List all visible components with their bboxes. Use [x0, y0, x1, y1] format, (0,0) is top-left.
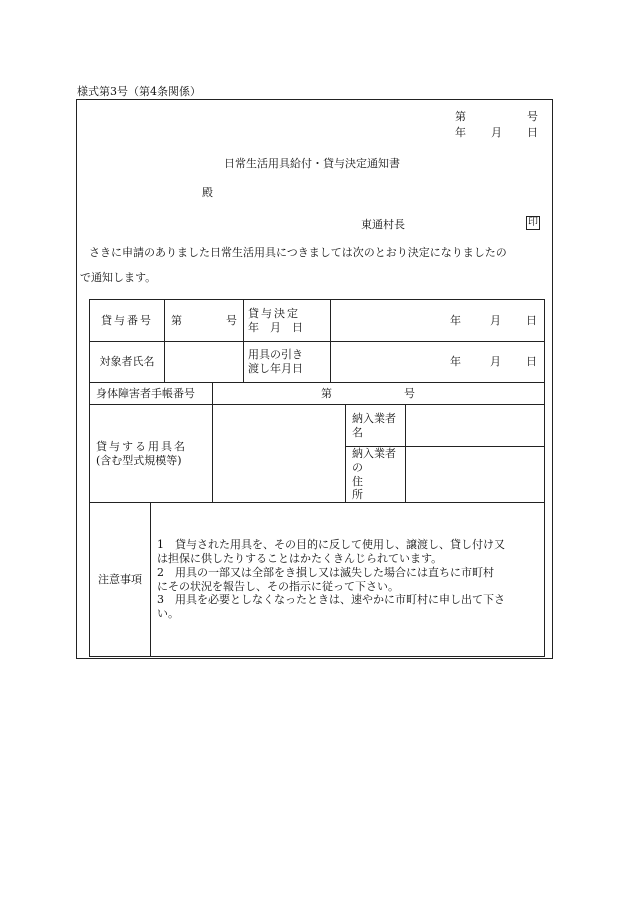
row-equipment-vendor-name [90, 405, 545, 447]
equipment-value [213, 405, 346, 503]
vendor-address-label-line-1: 納入業者の [352, 447, 396, 474]
seal-mark: 印 [528, 217, 538, 228]
delivery-day: 日 [526, 355, 537, 369]
delivery-date-label-line-1: 用具の引き [248, 348, 303, 362]
equipment-label-line-2: (含む型式規模等) [96, 453, 182, 467]
equipment-label [90, 405, 213, 503]
loan-number-cell [165, 300, 244, 342]
loan-number-suffix: 号 [226, 313, 237, 327]
loan-number-prefix: 第 [171, 313, 182, 327]
date-day: 日 [527, 126, 538, 139]
loan-decision-date [331, 300, 545, 342]
loan-month: 月 [490, 313, 501, 327]
loan-decision-label [244, 300, 331, 342]
note-line: は担保に供したりすることはかたくきんじられています。 [157, 552, 443, 565]
note-line: 1 貸与された用具を、その目的に反して使用し、譲渡し、貸し付け又 [157, 538, 505, 552]
loan-year: 年 [450, 313, 461, 327]
row-loan-number [90, 300, 545, 342]
decision-table [89, 299, 545, 657]
delivery-month: 月 [490, 355, 501, 369]
loan-decision-label-line-1: 貸与決定 [248, 306, 300, 320]
document-title: 日常生活用具給付・貸与決定通知書 [224, 157, 400, 170]
delivery-date-label-line-2: 渡し年月日 [248, 362, 303, 375]
equipment-label-line-1: 貸与する用具名 [96, 439, 187, 453]
handbook-label: 身体障害者手帳番号 [90, 383, 213, 405]
loan-decision-label-line-2: 年 月 日 [248, 320, 303, 334]
handbook-number-cell [213, 383, 545, 405]
addressee-suffix: 殿 [202, 186, 213, 199]
note-line: にその状況を報告し、その指示に従って下さい。 [157, 579, 399, 593]
date-month: 月 [491, 126, 502, 139]
body-text-line-2: で通知します。 [80, 271, 157, 284]
number-suffix: 号 [527, 110, 538, 123]
row-subject-name [90, 342, 545, 383]
note-line: 2 用具の一部又は全部をき損し又は滅失した場合には直ちに市町村 [157, 565, 494, 579]
subject-name-label: 対象者氏名 [90, 342, 165, 383]
handbook-suffix: 号 [404, 386, 415, 400]
issuer-name: 東通村長 [361, 218, 405, 231]
note-line: い。 [157, 607, 179, 620]
vendor-address-label [346, 447, 406, 503]
vendor-name-value [406, 405, 545, 447]
loan-day: 日 [526, 313, 537, 327]
date-year: 年 [455, 126, 466, 139]
row-handbook-number [90, 383, 545, 405]
vendor-address-value [406, 447, 545, 503]
subject-name-value [165, 342, 244, 383]
loan-number-label: 貸与番号 [90, 300, 165, 342]
form-label: 様式第3号（第4条関係） [77, 85, 201, 98]
row-notes [90, 503, 545, 657]
delivery-date-label [244, 342, 331, 383]
note-line: 3 用具を必要としなくなったときは、速やかに市町村に申し出て下さ [157, 593, 505, 607]
notes-content [151, 503, 545, 657]
notes-label: 注意事項 [90, 503, 151, 657]
vendor-address-label-line-2: 住 所 [352, 474, 396, 502]
body-text-line-1: さきに申請のありました日常生活用具につきましては次のとおり決定になりましたの [89, 246, 507, 259]
number-prefix: 第 [455, 110, 466, 123]
handbook-prefix: 第 [321, 386, 332, 400]
delivery-year: 年 [450, 355, 461, 369]
vendor-name-label: 納入業者名 [346, 405, 406, 447]
delivery-date [331, 342, 545, 383]
